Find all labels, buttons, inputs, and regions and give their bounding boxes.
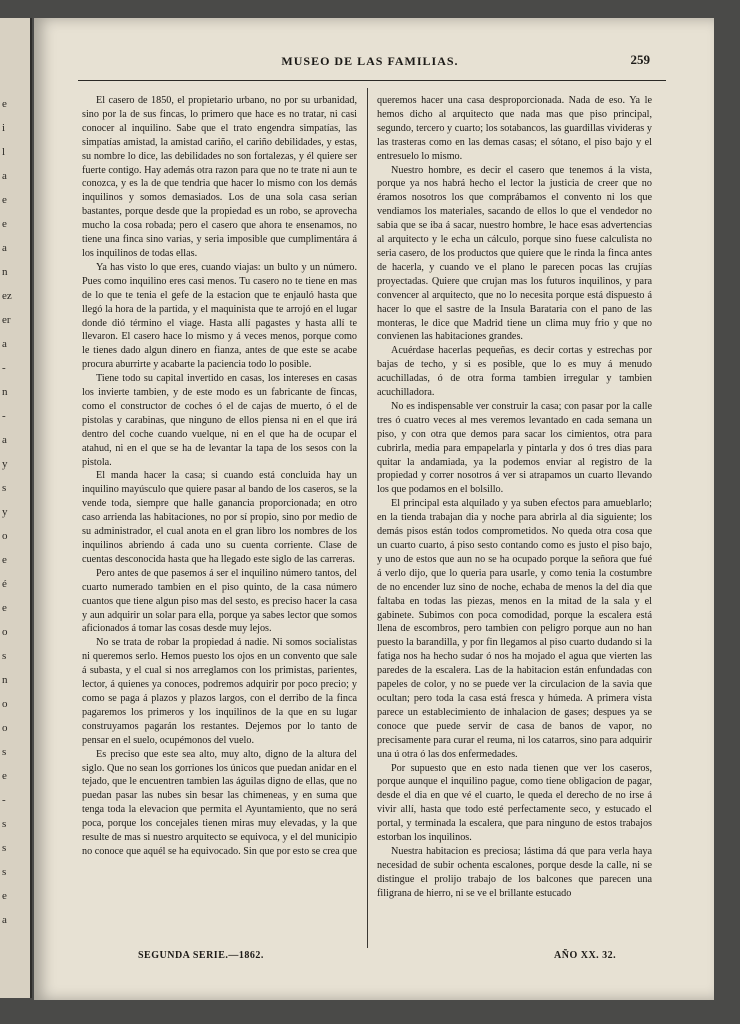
left-page-fragment: -: [2, 362, 6, 374]
left-page-fragment: i: [2, 122, 6, 134]
column-divider: [367, 88, 368, 948]
column-right: [377, 94, 652, 940]
left-page-fragment: s: [2, 746, 7, 758]
left-page-fragment: o: [2, 722, 8, 734]
column-left: [82, 94, 357, 940]
left-page-fragment: y: [2, 506, 8, 518]
left-page-fragment: e: [2, 218, 7, 230]
left-page-fragment: e: [2, 890, 7, 902]
paragraph: Nuestro hombre, es decir el casero que tenemos á la vista, porque ya nos habrá hecho el lector la justicia de creer que no éramos nosotros los que comprábamos el convento ni los que vendiamos los materiales, sacando de ellos lo que el vendedor no sabia que se iba á sacar, nuestro hombre, le hace esas advertencias al arquitecto y le echa un cálculo, porque sino fuese calculista no seria casero, de los productos que quiere que le rinda la finca antes de hacerla, y cuando ve el plano le parecen pocas las crujías proyectadas. Quiere que crujan mas los futuros inquilinos, y para convencer al arquitecto, que no lo necesita porque está dispuesto á hacer lo que el sastre de la Insula Barataria con el pano de las monteras, le dice que Madrid tiene un clima muy frio y que no convienen las habitaciones grandes.: [377, 164, 652, 343]
paragraph: Ya has visto lo que eres, cuando viajas: un bulto y un número. Pues como inquilino eres casi menos. Tu casero no te tiene en mas de lo que te tenia el gefe de la estacion que te enjauló hasta que llegó la hora de la partida, y el maquinista que te arrojó en el lugar donde dió término el viage. Hasta allí pagastes y hasta allí te llevaron. El casero hace lo mismo y á veces menos, porque como le tienes dado algun dinero en fianza, antes de que este se acabe procura aburrirte y acabarte la paciencia todo lo posible.: [82, 261, 357, 371]
left-page-fragment: s: [2, 482, 7, 494]
left-page-fragment: n: [2, 266, 8, 278]
left-page-fragment: é: [2, 578, 7, 590]
paragraph: queremos hacer una casa desproporcionada. Nada de eso. Ya le hemos dicho al arquitecto que nada mas que piso principal, segundo, tercero y cuarto; los sotabancos, las guardillas vivideras y las trasteras como en las demas casas; el sótano, el piso bajo y el entresuelo lo mismo.: [377, 95, 652, 162]
left-page-fragment: n: [2, 386, 8, 398]
paragraph: Por supuesto que en esto nada tienen que ver los caseros, porque aunque el inquilino pague, como tiene obligacion de pagar, desde el dia en que vé el cuarto, le queda el derecho de no irse á vivir allí, hasta que todo esté perfectamente seco, y estucado el portal, y terminada la escalera, que para ninguno de estos trabajos estorban los inquilinos.: [377, 762, 652, 844]
left-page-fragment: ez: [2, 290, 12, 302]
left-page-fragment: s: [2, 842, 7, 854]
paragraph: Es preciso que este sea alto, muy alto, digno de la altura del siglo. Que no sean los gorriones los únicos que puedan anidar en el tejado, que le encuentren tambien las águilas digno de ellas, que no puedan pasar las nubes sin besar las chimeneas, y en suma que tenga toda la elevacion que permita el Ayuntamiento, que no será poca, porque los concejales tienen miras muy elevadas, y la que resulte de mas si nuestro arquitecto se equivoca, y el del municipio no conoce que aquél se ha equivocado. Sin que por esto se crea que: [82, 748, 357, 857]
left-page-fragment: e: [2, 194, 7, 206]
footer-issue: AÑO XX. 32.: [554, 950, 617, 961]
left-page-fragment: e: [2, 98, 7, 110]
page: [34, 18, 714, 1000]
paragraph: El manda hacer la casa; si cuando está concluida hay un inquilino mayúsculo que quiere pasar al bando de los caseros, se la vende toda, siempre que halle ganancia proporcionada; en otro caso arrienda las habitaciones, no por sí propio, sino por medio de su administrador, el cual anota en el gran libro los nombres de los inquilinos abriendo á cada uno su cuenta corriente. Clase de cuentas desconocida hasta que ha llegado este siglo de las carreras.: [82, 470, 357, 565]
paragraph: El casero de 1850, el propietario urbano, no por su urbanidad, sino por la de sus fincas, lo primero que hace es no tratar, ni casi conocer al inquilino. Sabe que el trato engendra simpatías, las simpatías amistad, la amistad cariño, el cariño debilidades, y estas, su nombre lo dice, las debilidades no son fortalezas, y él quiere ser fuerte contigo. Hay además otra razon para que no te trate ni aun te conozca, y es la de que tendria que hacer lo mismo con los demás inquilinos y somos demasiados. Los de una sola casa serian bastantes, porque desde que la propiedad es un robo, se aprovecha mucho la cosa robada; pero el casero que ahora te ensenamos, no tiene una finca sino varias, y seria imposible que cumplimentára á los inquilinos de todas ellas.: [82, 95, 357, 259]
left-page-fragment: n: [2, 674, 8, 686]
left-page-fragment: a: [2, 242, 7, 254]
running-header: [34, 54, 714, 72]
paragraph: Acuérdase hacerlas pequeñas, es decir cortas y estrechas por bajas de techo, y si es posible, que lo es muy á menudo acuchilladas, ó de otra forma tambien irregular y tambien acuchilladora.: [377, 345, 652, 399]
left-page-fragment: o: [2, 530, 8, 542]
paragraph: Nuestra habitacion es preciosa; lástima dá que para verla haya necesidad de subir ochenta escalones, porque desde la calle, ni se distingue el prolijo trabajo de los balcones que parecen una filigrana de hierro, ni se ve el brillante estucado: [377, 845, 652, 899]
left-page-fragment: -: [2, 794, 6, 806]
left-page-fragment: a: [2, 434, 7, 446]
left-page-fragment: e: [2, 602, 7, 614]
header-title: MUSEO DE LAS FAMILIAS.: [281, 54, 459, 68]
left-page-fragment: s: [2, 650, 7, 662]
footer-series: SEGUNDA SERIE.—1862.: [138, 950, 264, 961]
left-page-fragment: e: [2, 770, 7, 782]
left-page-fragment: a: [2, 338, 7, 350]
header-rule: [78, 80, 666, 81]
left-page-fragment: s: [2, 818, 7, 830]
page-number: 259: [630, 52, 650, 67]
paragraph: Tiene todo su capital invertido en casas, los intereses en casas los invierte tambien, y de este modo es un fabricante de fincas, como el constructor de coches ó el de cajas de muerto, ó el de pistolas y carabinas, que ninguno de ellos piensa ni en el que irá dentro del coche cuando vuelque, ni en el que ha de ocupar el atahud, ni en el que se ha de levantar la tapa de los sesos con la pistola.: [82, 373, 357, 468]
left-page-fragment: er: [2, 314, 11, 326]
paragraph: No se trata de robar la propiedad á nadie. Ni somos socialistas ni queremos serlo. Hemos puesto los ojos en un convento que sale á subasta, y el cual si nos arreglamos con los primistas, parientes, lector, á quienes ya conoces, podremos adquirir por poco precio; y como se paga á plazos y plazos largos, con el derribo de la finca pagaremos los primeros y los inquilinos de la que en su lugar construyamos pagarán los restantes. Dejemos por lo tanto de pensar en el suelo, ocupémonos del vuelo.: [82, 637, 357, 746]
paragraph: El principal esta alquilado y ya suben efectos para amueblarlo; en la tienda trabajan dia y noche para abrirla al dia siguiente; los demás pisos están todos comprometidos. No queda otra cosa que un cuarto cuarto, á piso sesto contando como es justo el piso bajo, y uno de estos que aun no se ha ocupado porque la señora que fué á verlo dijo, que lo queria para usarle, y como tenia la costumbre de no encender luz sino de noche, echaba de menos la del dia que faltaba en todas las piezas, menos en la mitad de la sala y el gabinete. Subimos con poca comodidad, porque la escalera está llena de escombros, pero tambien con peligro porque aun no han puesto la barandilla, y por fin llegamos al piso cuarto dudando si la fatiga nos ha hecho sudar ó nos ha mojado el agua que vierten las paredes de la escalera. Las de la habitacion están enfundadas con papeles de color, y no se puede ver la circulacion de la savia que ocultan; pero toda la casa está fresca y húmeda. A primera vista parece un establecimiento de inhalacion de gases; despues ya se conoce que puede servir de casa de banos de vapor, no precisamente para curar el reuma, ni los catarros, sino para adquirir una ú otra ó las dos enfermedades.: [377, 498, 652, 760]
left-page-fragment: o: [2, 626, 8, 638]
left-page-fragment: e: [2, 554, 7, 566]
left-page-fragment: a: [2, 170, 7, 182]
left-page-fragment: -: [2, 410, 6, 422]
left-page-fragment: l: [2, 146, 6, 158]
left-page-fragment: y: [2, 458, 8, 470]
left-page-fragment: s: [2, 866, 7, 878]
left-page-fragment: a: [2, 914, 7, 926]
left-page-edge: [0, 18, 32, 998]
left-page-fragment: o: [2, 698, 8, 710]
paragraph: Pero antes de que pasemos á ser el inquilino número tantos, del cuarto numerado tambien en el piso quinto, de la casa número cuantos que tiene algun piso mas del sesto, es preciso hacer la casa y aun adquirir un solar para ella, porque ya sabes lector que somos aficionados á tomar las cosas desde muy lejos.: [82, 567, 357, 635]
paragraph: No es indispensable ver construir la casa; con pasar por la calle tres ó cuatro veces al mes veremos levantado en cada semana un piso, y con otra que demos para sacar los cimientos, otra para cubrirla, media para empapelarla y pintarla y dos ó tres dias para quitar la andamiada, ya la podemos enviar al registro de la propiedad y correr nosotros á ver si atrapamos un cuarto llevando los que podamos en el bolsillo.: [377, 400, 652, 496]
